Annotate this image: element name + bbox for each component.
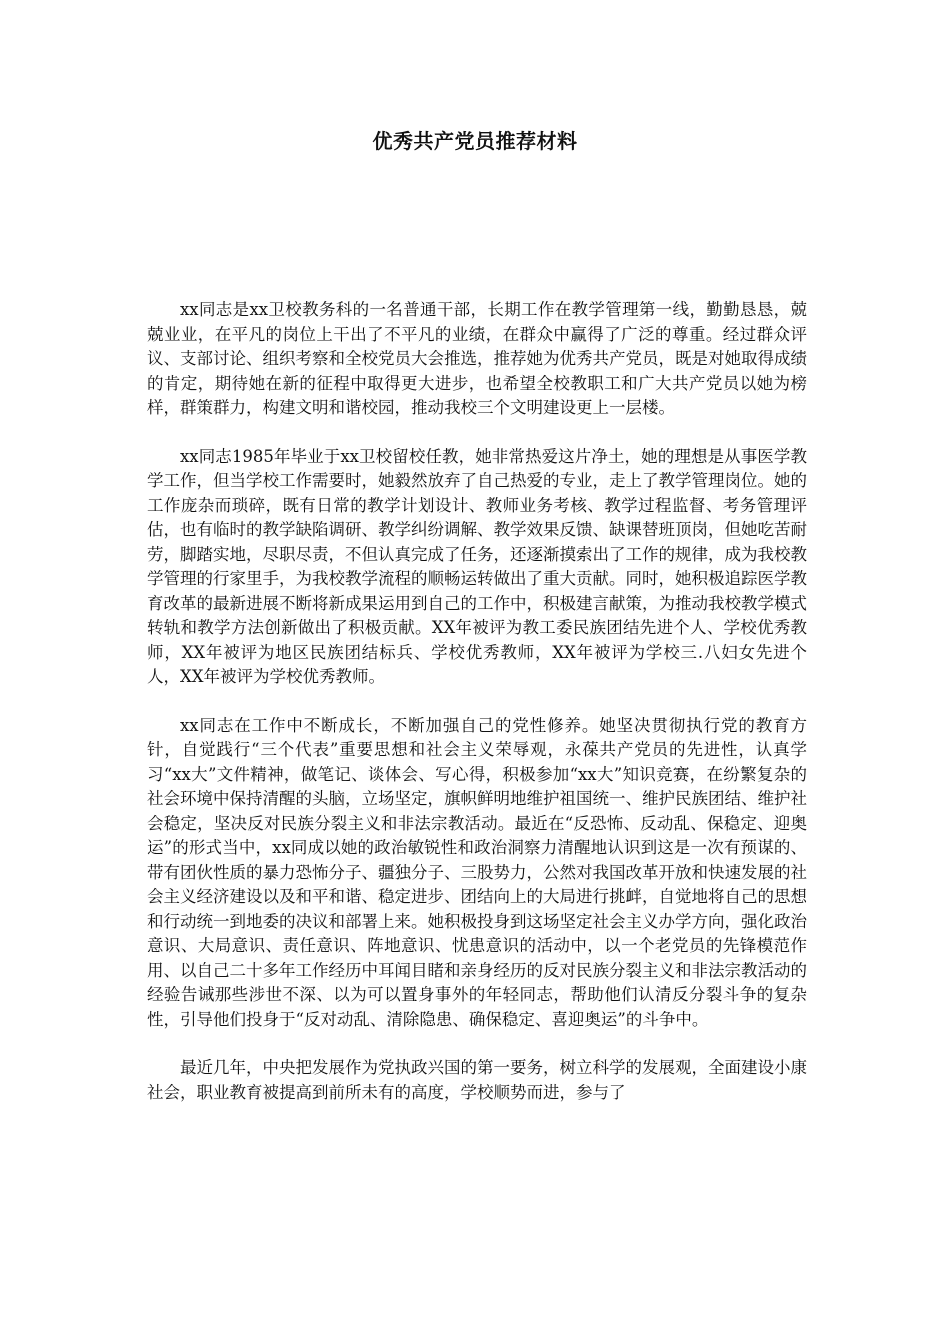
paragraph-3: xx同志在工作中不断成长，不断加强自己的党性修养。她坚决贯彻执行党的教育方针，自觉践行“三个代表”重要思想和社会主义荣辱观，永葆共产党员的先进性，认真学习“xx大”文件精神，做笔记、谈体会、写心得，积极参加“xx大”知识竞赛，在纷繁复杂的社会环境中保持清醒的头脑，立场坚定，旗帜鲜明地维护祖国统一、维护民族团结、维护社会稳定，坚决反对民族分裂主义和非法宗教活动。最近在“反恐怖、反动乱、保稳定、迎奥运”的形式当中，xx同成以她的政治敏锐性和政治洞察力清醒地认识到这是一次有预谋的、带有团伙性质的暴力恐怖分子、疆独分子、三股势力，公然对我国改革开放和快速发展的社会主义经济建设以及和平和谐、稳定进步、团结向上的大局进行挑衅，自觉地将自己的思想和行动统一到地委的决议和部署上来。她积极投身到这场坚定社会主义办学方向，强化政治意识、大局意识、责任意识、阵地意识、忧患意识的活动中，以一个老党员的先锋模范作用、以自己二十多年工作经历中耳闻目睹和亲身经历的反对民族分裂主义和非法宗教活动的经验告诫那些涉世不深、以为可以置身事外的年轻同志，帮助他们认清反分裂斗争的复杂性，引导他们投身于“反对动乱、清除隐患、确保稳定、喜迎奥运”的斗争中。 xyxy=(147,715,807,1029)
document-title: 优秀共产党员推荐材料 xyxy=(372,129,578,153)
document-body xyxy=(147,298,807,1129)
paragraph-4: 最近几年，中央把发展作为党执政兴国的第一要务，树立科学的发展观，全面建设小康社会，职业教育被提高到前所未有的高度，学校顺势而进，参与了 xyxy=(147,1058,807,1102)
paragraph-2: xx同志1985年毕业于xx卫校留校任教，她非常热爱这片净土，她的理想是从事医学教学工作，但当学校工作需要时，她毅然放弃了自己热爱的专业，走上了教学管理岗位。她的工作庞杂而琐碎，既有日常的教学计划设计、教师业务考核、教学过程监督、考务管理评估，也有临时的教学缺陷调研、教学纠纷调解、教学效果反馈、缺课替班顶岗，但她吃苦耐劳，脚踏实地，尽职尽责，不但认真完成了任务，还逐渐摸索出了工作的规律，成为我校教学管理的行家里手，为我校教学流程的顺畅运转做出了重大贡献。同时，她积极追踪医学教育改革的最新进展不断将新成果运用到自己的工作中，积极建言献策，为推动我校教学模式转轨和教学方法创新做出了积极贡献。XX年被评为教工委民族团结先进个人、学校优秀教师，XX年被评为地区民族团结标兵、学校优秀教师，XX年被评为学校三.八妇女先进个人，XX年被评为学校优秀教师。 xyxy=(147,446,807,686)
paragraph-1: xx同志是xx卫校教务科的一名普通干部，长期工作在教学管理第一线，勤勤恳恳，兢兢业业，在平凡的岗位上干出了不平凡的业绩，在群众中赢得了广泛的尊重。经过群众评议、支部讨论、组织考察和全校党员大会推选，推荐她为优秀共产党员，既是对她取得成绩的肯定，期待她在新的征程中取得更大进步，也希望全校教职工和广大共产党员以她为榜样，群策群力，构建文明和谐校园，推动我校三个文明建设更上一层楼。 xyxy=(147,300,807,417)
